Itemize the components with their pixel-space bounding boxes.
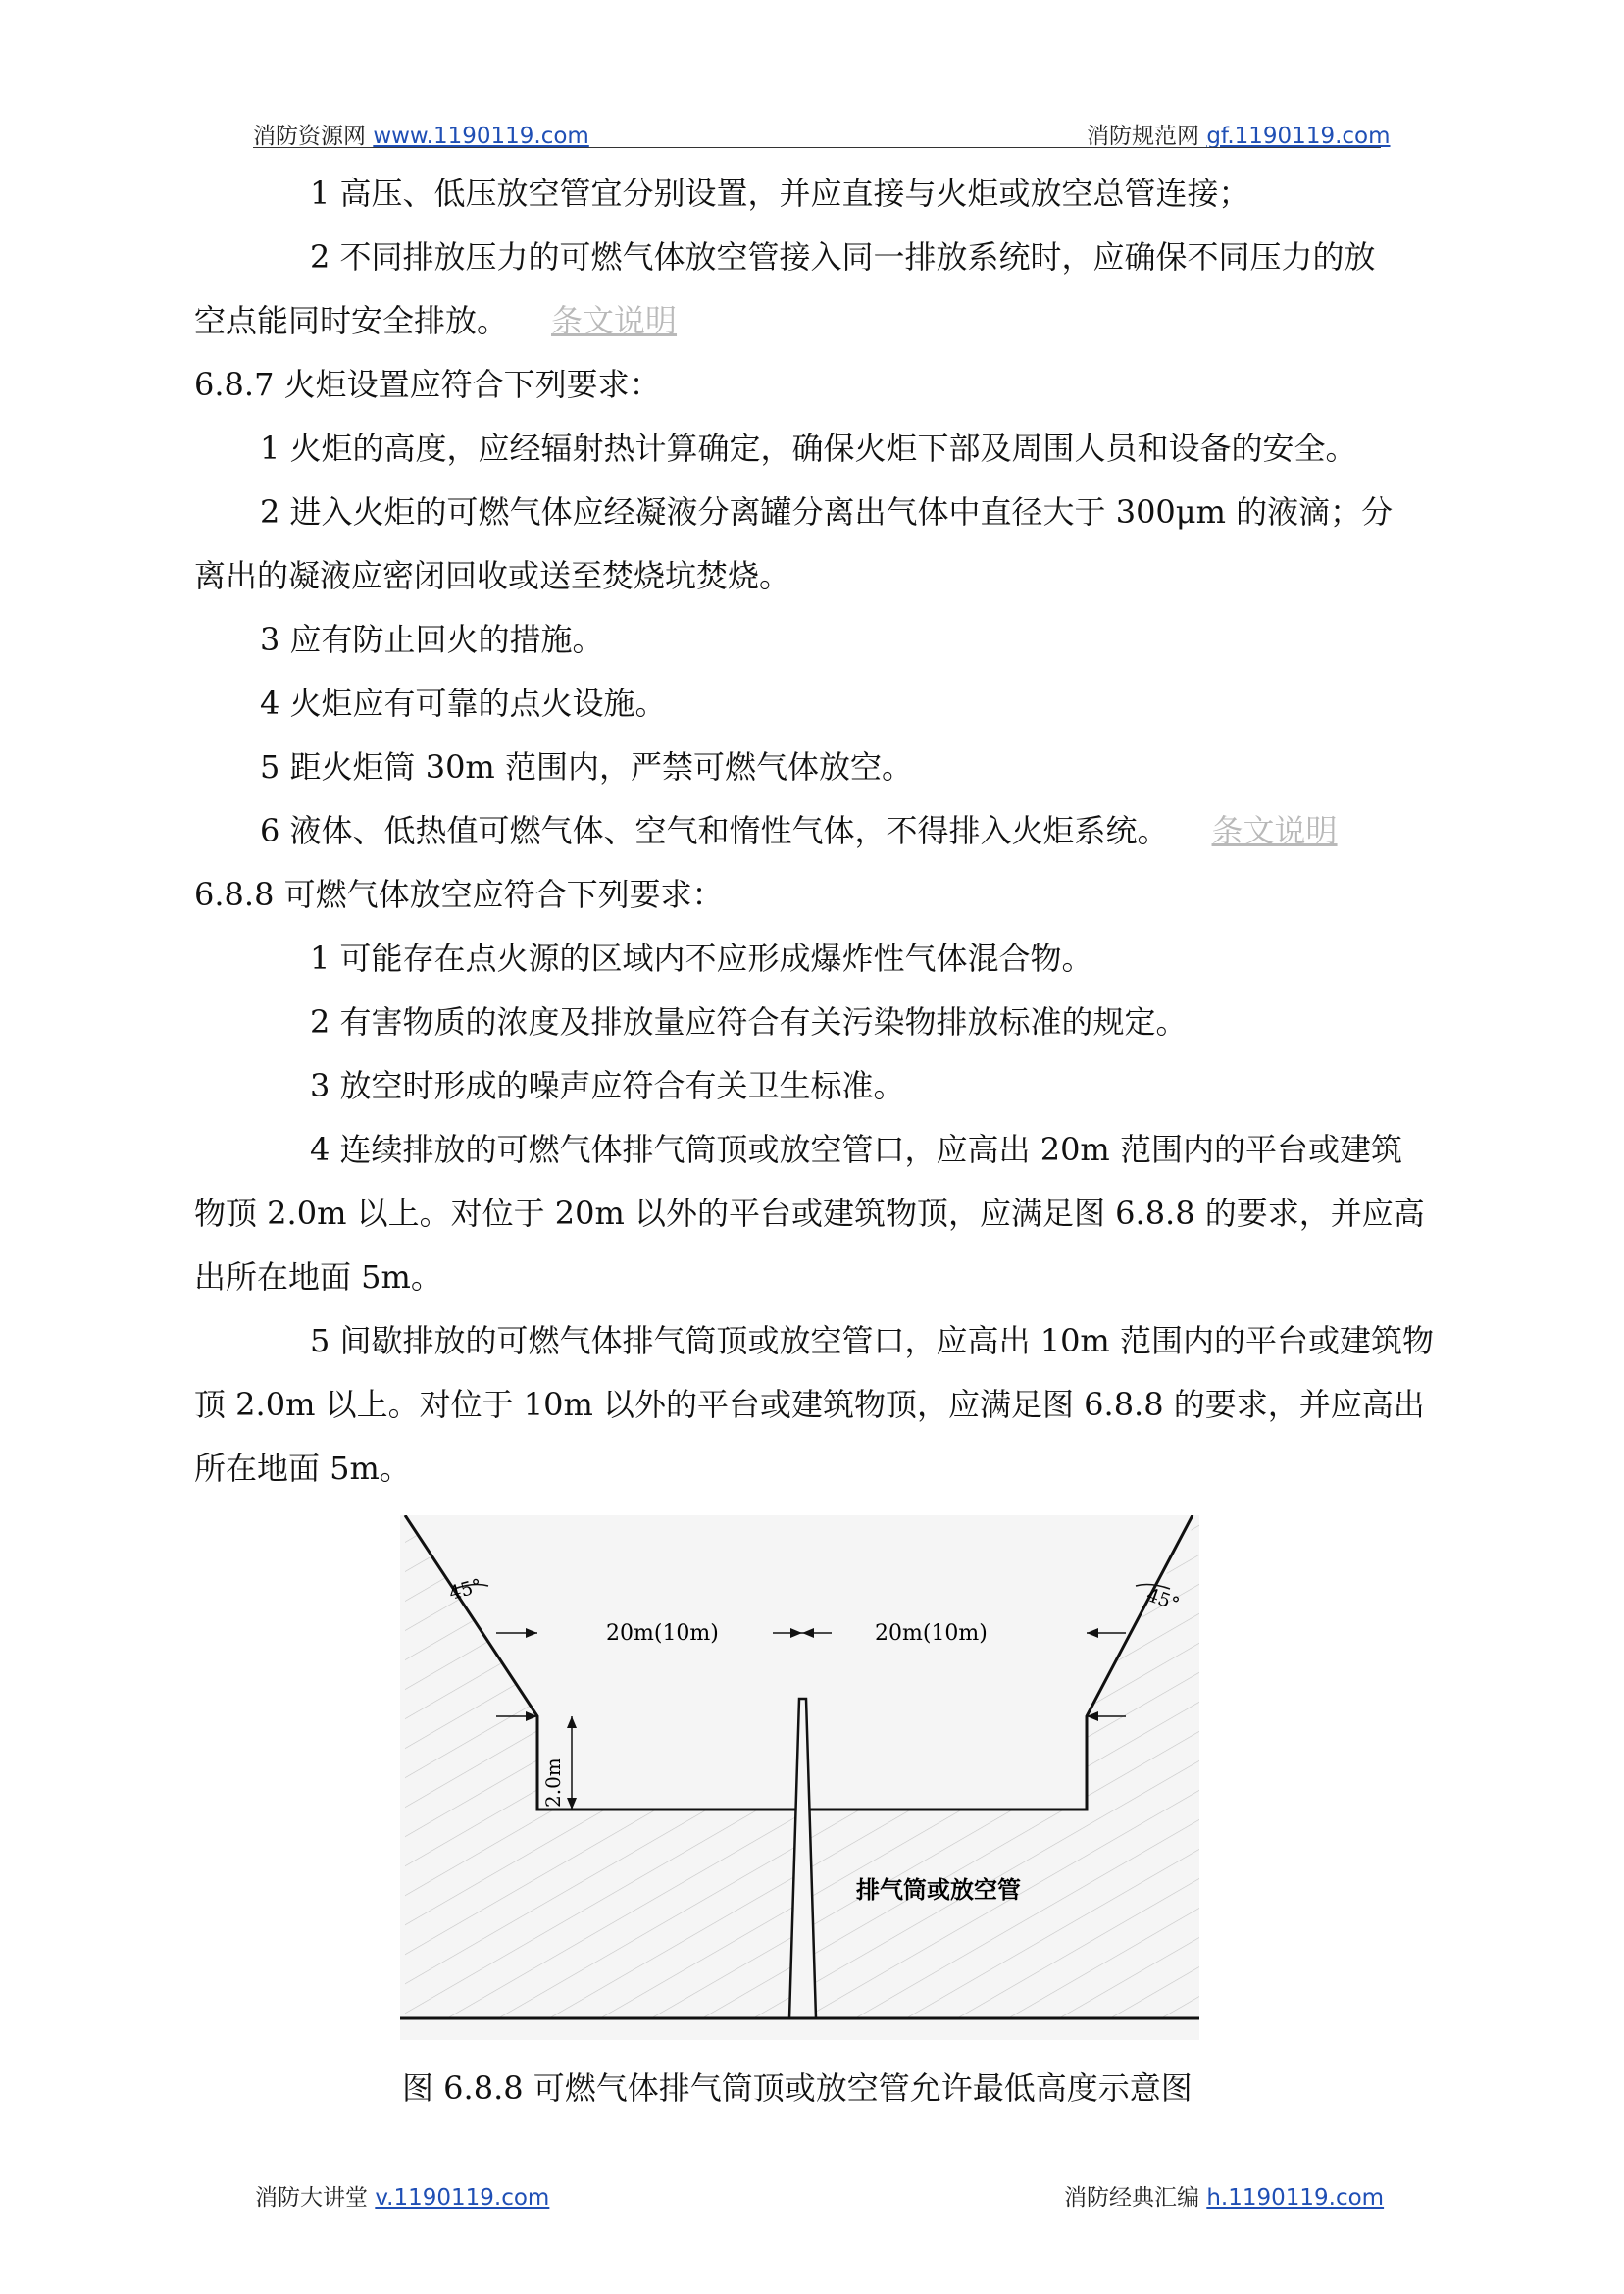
angle-label-left: 45°	[446, 1574, 484, 1605]
figure-6-8-8	[400, 1515, 1199, 2040]
vent-item-1: 1 可能存在点火源的区域内不应形成爆炸性气体混合物。	[310, 940, 1093, 977]
paragraph-item-2-cont	[194, 299, 677, 342]
section-heading-6-8-7: 6.8.7 火炬设置应符合下列要求：	[194, 366, 661, 403]
angle-label-right: 45°	[1143, 1584, 1183, 1616]
vent-item-3: 3 放空时形成的噪声应符合有关卫生标准。	[310, 1067, 905, 1104]
vent-height-diagram	[400, 1515, 1199, 2040]
header-divider	[253, 147, 1381, 148]
vent-item-5-cont: 顶 2.0m 以上。对位于 10m 以外的平台或建筑物顶，应满足图 6.8.8 的要求，并应高出	[194, 1386, 1425, 1423]
vent-item-4-tail: 出所在地面 5m。	[194, 1258, 442, 1296]
vent-item-4-cont: 物顶 2.0m 以上。对位于 20m 以外的平台或建筑物顶，应满足图 6.8.8 的要求，并应高	[194, 1195, 1425, 1232]
page-header-right	[1087, 118, 1391, 150]
paragraph-item-2: 2 不同排放压力的可燃气体放空管接入同一排放系统时，应确保不同压力的放	[310, 238, 1376, 276]
flare-item-2-cont: 离出的凝液应密闭回收或送至焚烧坑焚烧。	[194, 557, 791, 594]
page-header	[253, 118, 589, 150]
pipe-label: 排气筒或放空管	[856, 1875, 1021, 1904]
footer-left-label: 消防大讲堂	[255, 2185, 368, 2211]
flare-item-4: 4 火炬应有可靠的点火设施。	[260, 685, 667, 722]
vent-item-4: 4 连续排放的可燃气体排气筒顶或放空管口，应高出 20m 范围内的平台或建筑	[310, 1131, 1402, 1168]
flare-item-1: 1 火炬的高度，应经辐射热计算确定，确保火炬下部及周围人员和设备的安全。	[260, 430, 1357, 467]
paragraph-item-1: 1 高压、低压放空管宜分别设置，并应直接与火炬或放空总管连接；	[310, 175, 1250, 212]
flare-item-6-line	[260, 809, 1338, 852]
footer-right-link[interactable]: h.1190119.com	[1206, 2185, 1385, 2211]
footer-right-label: 消防经典汇编	[1064, 2185, 1199, 2211]
vent-item-5: 5 间歇排放的可燃气体排气筒顶或放空管口，应高出 10m 范围内的平台或建筑物	[310, 1322, 1434, 1359]
page-footer-left	[255, 2179, 549, 2212]
paragraph-item-2-tail: 空点能同时安全排放。	[194, 302, 509, 339]
span-label-left: 20m(10m)	[606, 1621, 719, 1646]
clause-explanation-link[interactable]: 条文说明	[551, 302, 678, 339]
flare-item-2: 2 进入火炬的可燃气体应经凝液分离罐分离出气体中直径大于 300μm 的液滴；分	[260, 493, 1394, 531]
vent-item-2: 2 有害物质的浓度及排放量应符合有关污染物排放标准的规定。	[310, 1003, 1188, 1041]
flare-item-3: 3 应有防止回火的措施。	[260, 621, 604, 658]
figure-caption: 图 6.8.8 可燃气体排气筒顶或放空管允许最低高度示意图	[402, 2069, 1193, 2107]
section-heading-6-8-8: 6.8.8 可燃气体放空应符合下列要求：	[194, 876, 724, 913]
vent-item-5-tail: 所在地面 5m。	[194, 1450, 411, 1487]
header-right-link[interactable]: gf.1190119.com	[1206, 124, 1391, 149]
span-label-right: 20m(10m)	[875, 1621, 988, 1646]
flare-item-6: 6 液体、低热值可燃气体、空气和惰性气体，不得排入火炬系统。	[260, 812, 1169, 849]
flare-item-5: 5 距火炬筒 30m 范围内，严禁可燃气体放空。	[260, 748, 913, 786]
header-left-label: 消防资源网	[253, 124, 366, 149]
header-right-label: 消防规范网	[1087, 124, 1199, 149]
height-label: 2.0m	[541, 1758, 565, 1808]
page-footer-right	[1064, 2179, 1384, 2212]
header-left-link[interactable]: www.1190119.com	[373, 124, 589, 149]
clause-explanation-link-2[interactable]: 条文说明	[1211, 812, 1338, 849]
footer-left-link[interactable]: v.1190119.com	[375, 2185, 550, 2211]
